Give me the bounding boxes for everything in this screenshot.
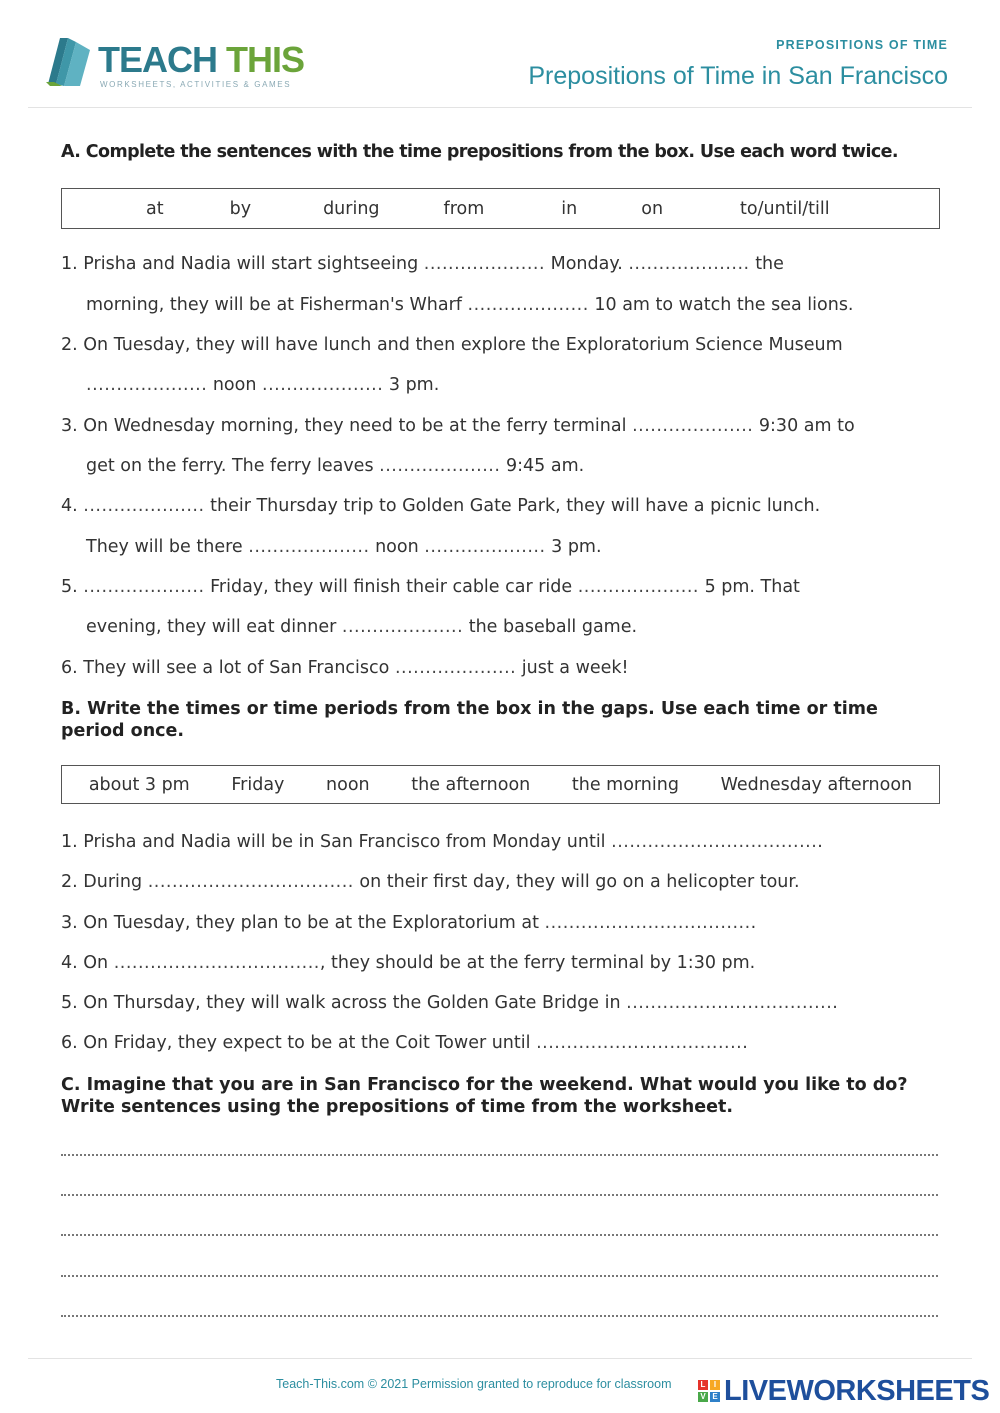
word-box-item: on <box>641 198 664 219</box>
answer-blank[interactable]: .................... <box>262 375 384 395</box>
answer-blank[interactable]: .................... <box>394 658 517 678</box>
section-a-instruction: A. Complete the sentences with the time prepositions from the box. Use each word twice. <box>61 142 898 162</box>
answer-blank[interactable]: .................................. <box>544 913 751 933</box>
section-a-sentence-4-cont: They will be there .................... noon .................... 3 pm. <box>86 537 602 557</box>
section-b-sentence-3: 3. On Tuesday, they plan to be at the Exploratorium at ................................... <box>61 913 757 933</box>
answer-blank[interactable]: .................... <box>577 577 699 597</box>
answer-blank[interactable]: .................................. <box>147 872 354 892</box>
header-divider <box>28 107 972 108</box>
answer-blank[interactable]: .................... <box>467 295 589 315</box>
liveworksheets-logo <box>698 1374 989 1408</box>
word-box-item: Friday <box>231 774 285 795</box>
answer-blank[interactable]: .................... <box>341 617 464 637</box>
word-box-item: by <box>229 198 252 219</box>
answer-blank[interactable]: .................... <box>86 375 208 395</box>
word-box-item: during <box>323 198 380 219</box>
answer-blank[interactable]: .................................. <box>113 953 320 973</box>
answer-blank[interactable]: .................................. <box>611 832 818 852</box>
answer-blank[interactable]: .................... <box>632 416 754 436</box>
teach-this-logo <box>46 34 306 94</box>
answer-blank[interactable]: .................... <box>83 496 205 516</box>
word-box-item: the afternoon <box>411 774 531 795</box>
section-a-sentence-2: 2. On Tuesday, they will have lunch and then explore the Exploratorium Science Museum <box>61 335 843 355</box>
logo-accent-text: THIS <box>226 39 305 80</box>
answer-blank[interactable]: .................... <box>628 254 750 274</box>
section-a-word-box <box>61 188 940 229</box>
word-box-item: in <box>561 198 578 219</box>
section-b-instruction: B. Write the times or time periods from the box in the gaps. Use each time or time period once. <box>61 699 878 741</box>
word-box-item: about 3 pm <box>88 774 190 795</box>
word-box-item: the morning <box>571 774 679 795</box>
page-title: Prepositions of Time in San Francisco <box>528 62 948 90</box>
word-box-item: at <box>146 198 164 219</box>
section-a-sentence-5-cont: evening, they will eat dinner .................... the baseball game. <box>86 617 638 637</box>
answer-blank[interactable]: .................... <box>83 577 205 597</box>
word-box-item: to/until/till <box>740 198 830 219</box>
answer-blank[interactable]: .................................. <box>626 993 833 1013</box>
liveworksheets-brand: LIVEWORKSHEETS <box>724 1374 990 1407</box>
section-b-sentence-5: 5. On Thursday, they will walk across the Golden Gate Bridge in ................................... <box>61 993 838 1013</box>
answer-blank[interactable]: .................... <box>423 254 546 274</box>
section-c-instruction: C. Imagine that you are in San Francisco for the weekend. What would you like to do? Write sentences using the prepositions of time from the worksheet. <box>61 1075 908 1117</box>
section-b-sentence-1: 1. Prisha and Nadia will be in San Francisco from Monday until ................................... <box>61 832 823 852</box>
footer-copyright: Teach-This.com © 2021 Permission granted to reproduce for classroom <box>276 1377 672 1391</box>
writing-line[interactable] <box>61 1152 938 1156</box>
page-header <box>0 0 1000 108</box>
section-b-sentence-4: 4. On .................................., they should be at the ferry terminal by 1:30 pm. <box>61 953 756 973</box>
answer-blank[interactable]: .................... <box>379 456 501 476</box>
topic-label: PREPOSITIONS OF TIME <box>776 38 948 52</box>
footer-divider <box>28 1358 972 1359</box>
section-b-sentence-2: 2. During .................................. on their first day, they will go on a helicopter tour. <box>61 872 800 892</box>
section-a-sentence-3: 3. On Wednesday morning, they need to be at the ferry terminal .................... 9:30 am to <box>61 416 855 436</box>
section-b-word-box <box>61 765 940 804</box>
section-a-sentence-3-cont: get on the ferry. The ferry leaves .................... 9:45 am. <box>86 456 585 476</box>
answer-blank[interactable]: .................................. <box>536 1033 743 1053</box>
section-a-sentence-1-cont: morning, they will be at Fisherman's Wharf .................... 10 am to watch the sea lions. <box>86 295 854 315</box>
word-box-item: noon <box>326 774 370 795</box>
answer-blank[interactable]: .................... <box>424 537 546 557</box>
section-a-sentence-4: 4. .................... their Thursday trip to Golden Gate Park, they will have a picnic lunch. <box>61 496 821 516</box>
book-icon <box>46 34 96 88</box>
logo-main-text: TEACH <box>98 39 217 80</box>
section-a-sentence-1: 1. Prisha and Nadia will start sightseeing .................... Monday. .................... the <box>61 254 784 274</box>
answer-blank[interactable]: .................... <box>248 537 370 557</box>
live-badge-icon: L I V E <box>698 1380 720 1402</box>
word-box-item: Wednesday afternoon <box>720 774 913 795</box>
section-a-sentence-5: 5. .................... Friday, they will finish their cable car ride .................... 5 pm. That <box>61 577 800 597</box>
writing-line[interactable] <box>61 1313 938 1317</box>
section-a-sentence-6: 6. They will see a lot of San Francisco .................... just a week! <box>61 658 629 678</box>
word-box-item: from <box>443 198 485 219</box>
section-a-sentence-2-cont: .................... noon .................... 3 pm. <box>86 375 440 395</box>
logo-tagline: WORKSHEETS, ACTIVITIES & GAMES <box>100 80 292 89</box>
section-b-sentence-6: 6. On Friday, they expect to be at the Coit Tower until ................................... <box>61 1033 748 1053</box>
writing-line[interactable] <box>61 1232 938 1236</box>
writing-line[interactable] <box>61 1273 938 1277</box>
writing-line[interactable] <box>61 1192 938 1196</box>
